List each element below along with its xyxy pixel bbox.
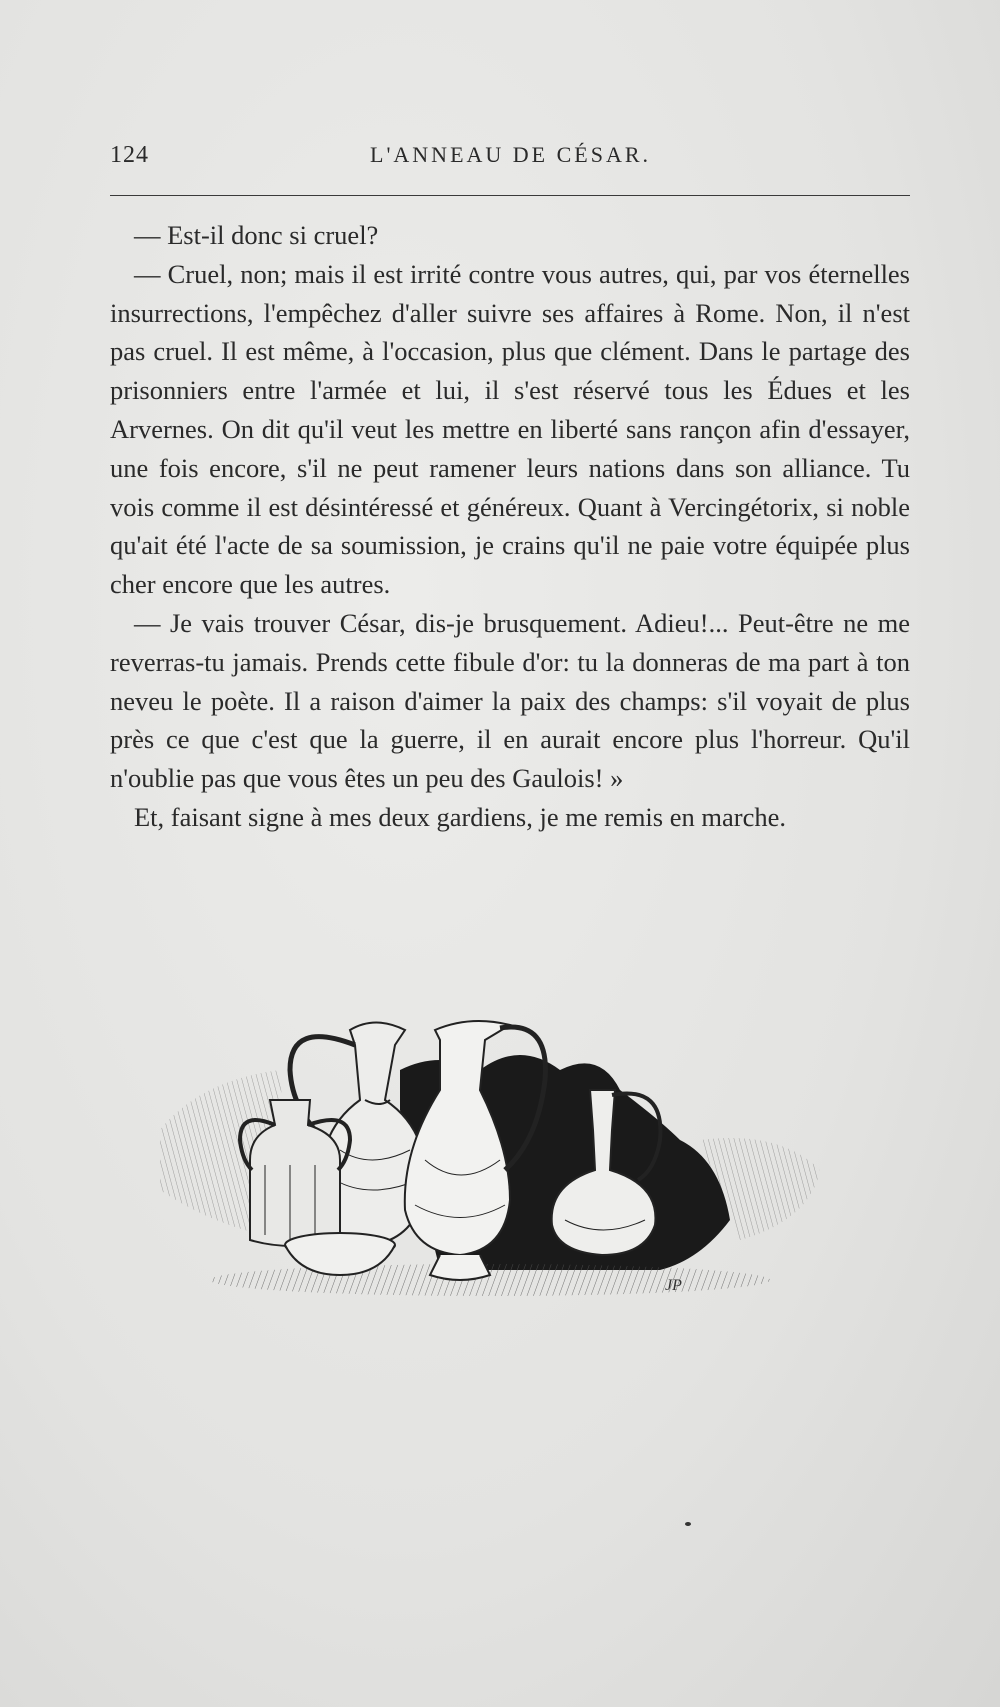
paragraph: — Est-il donc si cruel? — [134, 220, 379, 250]
ink-spot — [685, 1522, 691, 1526]
page-number: 124 — [110, 142, 149, 168]
header-rule — [110, 195, 910, 196]
running-title: L'ANNEAU DE CÉSAR. — [370, 142, 652, 167]
body-text — [110, 216, 910, 837]
paragraph: — Je vais trouver César, dis-je brusquement. Adieu!... Peut-être ne me reverras-tu jamais. Prends cette fibule d'or: tu la donneras de ma part à ton neveu le poète. Il a raison d'aimer la paix des champs: s'il voyait de plus près ce que c'est que la guerre, il en aurait encore plus l'horreur. Qu'il n'oublie pas que vous êtes un peu des Gaulois! » — [110, 607, 910, 794]
monogram: JP — [665, 1277, 682, 1294]
paragraph: Et, faisant signe à mes deux gardiens, je me remis en marche. — [134, 801, 786, 832]
paragraph: — Cruel, non; mais il est irrité contre vous autres, qui, par vos éternelles insurrections, l'empêchez d'aller suivre ses affaires à Rome. Non, il n'est pas cruel. Il est même, à l'occasion, plus que clément. Dans le partage des prisonniers entre l'armée et lui, il s'est réservé tous les Édues et les Arvernes. On dit qu'il veut les mettre en liberté sans rançon afin d'essayer, une fois encore, s'il ne peut ramener leurs nations dans son alliance. Tu vois comme il est désintéressé et généreux. Quant à Vercingétorix, si noble qu'ait été l'acte de sa soumission, je crains qu'il ne paie votre équipée plus cher encore que les autres. — [110, 258, 910, 600]
vessels-illustration — [140, 990, 840, 1370]
bottle-icon — [240, 1100, 350, 1246]
page-header — [110, 142, 910, 178]
